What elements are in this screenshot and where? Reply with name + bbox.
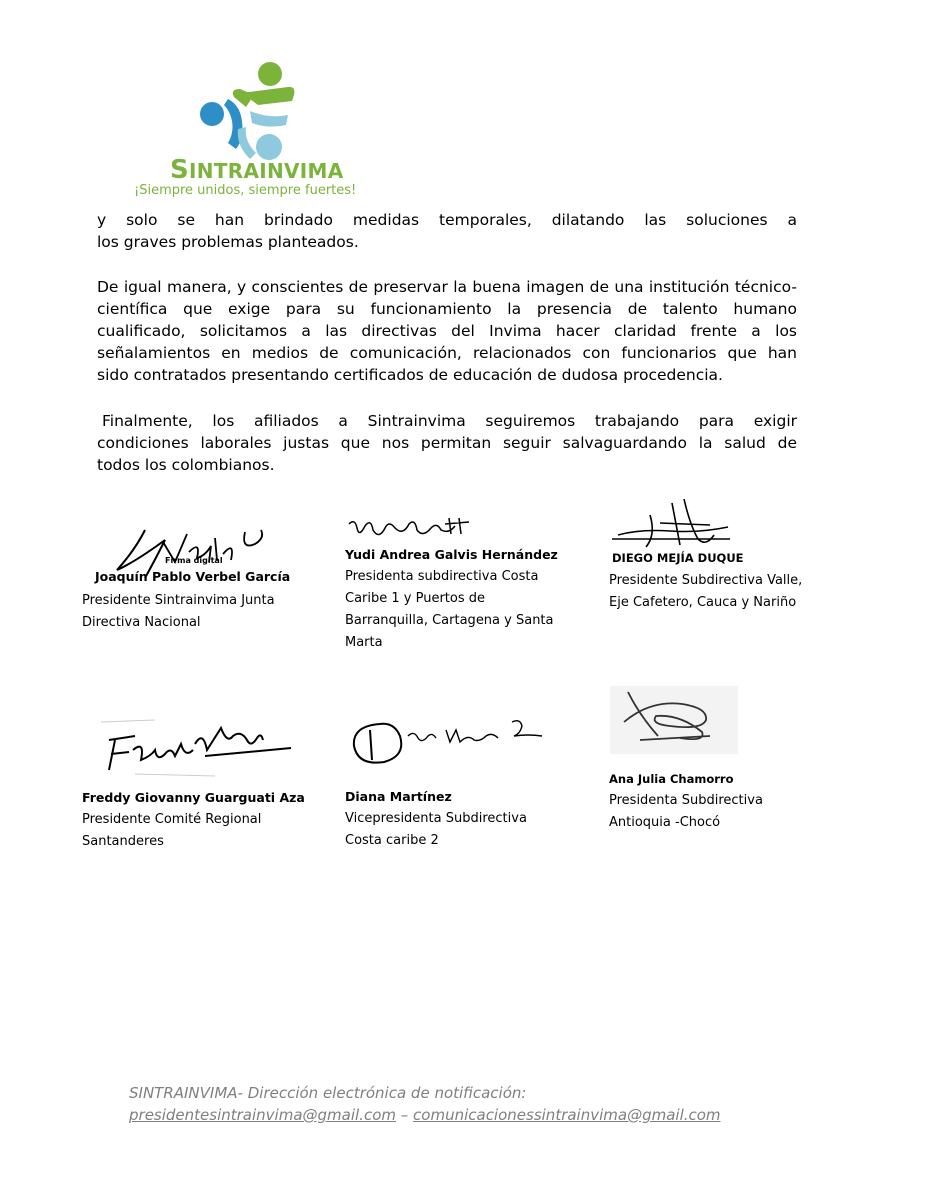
paragraph-line: sido contratados presentando certificados de educación de dudosa procedencia.	[97, 366, 723, 384]
signer-role-line: Marta	[345, 635, 383, 650]
signature-3-icon	[610, 495, 740, 555]
signature-5-icon	[350, 712, 550, 772]
signature-block-1	[95, 566, 290, 588]
signature-6-icon	[610, 686, 738, 754]
signer-role-line: Vicepresidenta Subdirectiva	[345, 811, 527, 826]
footer-separator: –	[395, 1106, 414, 1124]
paragraph-line: señalamientos en medios de comunicación, relacionados con funcionarios que han	[97, 344, 797, 362]
signer-role-line: Eje Cafetero, Cauca y Nariño	[609, 595, 797, 610]
signature-block-6	[609, 768, 763, 834]
signer-role-line: Antioquia -Chocó	[609, 815, 721, 830]
paragraph-line: los graves problemas planteados.	[97, 233, 359, 251]
signer-name: Ana Julia Chamorro	[609, 772, 734, 786]
signer-role-line: Caribe 1 y Puertos de	[345, 591, 486, 606]
signer-name: Yudi Andrea Galvis Hernández	[345, 547, 558, 562]
signer-name: Joaquín Pablo Verbel García	[95, 569, 291, 584]
footer-notification-label: SINTRAINVIMA- Dirección electrónica de notificación:	[129, 1084, 527, 1102]
paragraph-line: todos los colombianos.	[97, 456, 275, 474]
paragraph-2	[97, 276, 797, 386]
signer-role-line: Presidente Comité Regional	[82, 812, 262, 827]
footer-emails	[129, 1104, 721, 1126]
signer-role-line: Costa caribe 2	[345, 833, 439, 848]
signer-name: Freddy Giovanny Guarguati Aza	[82, 790, 305, 805]
footer	[129, 1082, 721, 1126]
signer-role-line: Presidenta subdirectiva Costa	[345, 569, 539, 584]
signature-block-4	[82, 787, 305, 853]
signer-role-line: Presidente Sintrainvima Junta	[82, 593, 275, 608]
paragraph-line: cualificado, solicitamos a las directivas del Invima hacer claridad frente a los	[97, 322, 797, 340]
paragraph-line: Finalmente, los afiliados a Sintrainvima seguiremos trabajando para exigir	[102, 412, 797, 430]
email-link-comunicaciones[interactable]: comunicacionessintrainvima@gmail.com	[413, 1106, 721, 1124]
signature-block-5	[345, 786, 527, 852]
logo-slogan: ¡Siempre unidos, siempre fuertes!	[134, 183, 357, 198]
signer-role-line: Santanderes	[82, 834, 164, 849]
signer-role-line: Presidenta Subdirectiva	[609, 793, 763, 808]
signature-1-stamp: Firma digital	[165, 556, 223, 565]
signature-1-role	[82, 590, 275, 634]
signature-3-stamp: DIEGO MEJÍA DUQUE	[612, 551, 744, 565]
signer-role-line: Barranquilla, Cartagena y Santa	[345, 613, 554, 628]
signer-role-line: Presidente Subdirectiva Valle,	[609, 573, 803, 588]
email-link-presidente[interactable]: presidentesintrainvima@gmail.com	[129, 1106, 396, 1124]
paragraph-line: y solo se han brindado medidas temporales, dilatando las soluciones a	[97, 211, 797, 229]
signature-block-2	[345, 544, 558, 654]
paragraph-line: De igual manera, y conscientes de preservar la buena imagen de una institución técnico-	[97, 278, 797, 296]
paragraph-line: científica que exige para su funcionamiento la presencia de talento humano	[97, 300, 797, 318]
signature-4-icon	[95, 710, 295, 785]
logo-wordmark: SINTRAINVIMA	[170, 155, 344, 185]
signer-name: Diana Martínez	[345, 789, 452, 804]
signer-role-line: Directiva Nacional	[82, 615, 201, 630]
paragraph-1	[97, 209, 797, 253]
paragraph-line: condiciones laborales justas que nos permitan seguir salvaguardando la salud de	[97, 434, 797, 452]
signature-block-3	[609, 570, 802, 614]
paragraph-3	[97, 410, 797, 476]
